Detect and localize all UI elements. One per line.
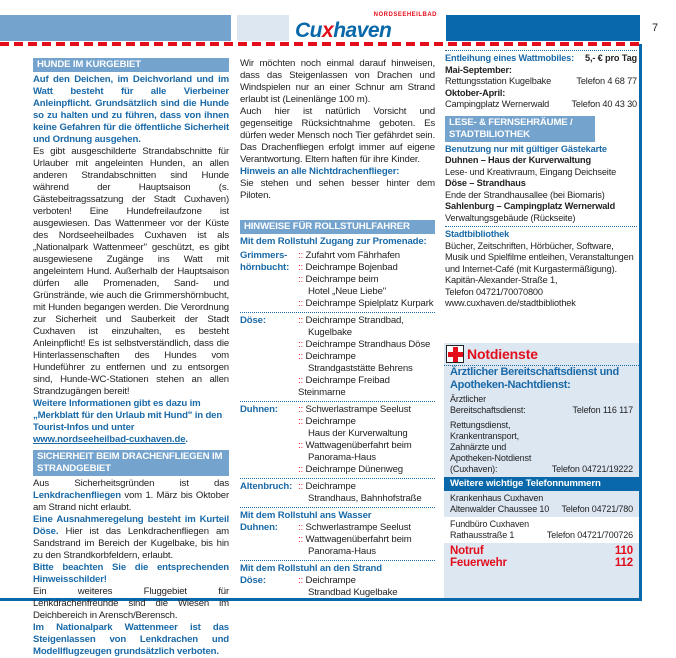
- label: Feuerwehr: [450, 557, 507, 569]
- list-item: :: Deichrampe beim Hotel „Neue Liebe": [298, 274, 435, 298]
- divider: [240, 478, 435, 479]
- list-item: :: Deichrampe Strandbad Kugelbake: [298, 575, 435, 599]
- room-title: Duhnen – Haus der Kurverwaltung: [445, 155, 591, 165]
- paragraph: Sie stehen und sehen besser hinter dem Piloten.: [240, 178, 435, 201]
- section-heading: SICHERHEIT BEIM DRACHENFLIEGEN IM STRANDGEBIET: [33, 450, 229, 476]
- wattmobile-row: [445, 53, 637, 65]
- text: Aus Sicherheitsgründen ist das: [33, 478, 229, 489]
- divider: [445, 50, 637, 51]
- library-desc: Bücher, Zeitschriften, Hörbücher, Software, Musik und Spielfilme entleihen, Veranstaltungen und Internet-Café (mit Kurgastermäßigung).: [445, 240, 634, 274]
- list-item: :: Deichrampe Dünenweg: [298, 464, 435, 476]
- emergency-box: [444, 343, 639, 598]
- library-title: Stadtbibliothek: [445, 229, 510, 239]
- room-desc: Lese- und Kreativraum, Eingang Deichseite: [445, 166, 617, 177]
- location-doese: [240, 315, 435, 399]
- page-number: 7: [652, 22, 658, 34]
- contact-row: [445, 99, 637, 111]
- phone: Telefon 04721/780: [561, 504, 633, 514]
- label: Ärztlicher: [450, 394, 487, 404]
- list-item: :: Deichrampe Strandbad, Kugelbake: [298, 315, 435, 339]
- website-link[interactable]: www.nordseeheilbad-cuxhaven.de: [33, 434, 186, 445]
- location-label: Döse:: [240, 315, 266, 326]
- paragraph: Auf den Deichen, im Deichvorland und im Watt besteht für alle Vierbeiner Anleinpflicht. Grundsätzlich sind die Hunde so zu halten und zu führen, dass von ihnen keine Gefahren für die öffentliche Sicherheit und Ordnung ausgehen.: [33, 74, 229, 145]
- paragraph: Es gibt ausgeschilderte Strandabschnitte für Urlauber mit angeleinten Hunden, an allen anderen Strandabschnitten sind Hunde während der Hauptsaison (s. Gästebeitragssatzung der Stadt Cuxhaven) verboten! Eine Hundefreilaufzone ist ausgewiesen. Das Wattenmeer vor der Küste des Nordseeheilbades Cuxhaven ist als „Nationalpark Wattenmeer" geschützt, es gibt ausgewiesene Zugänge ins Watt mit angeleintem Hund. Außerhalb der Hauptsaison dürfen alle Promenaden, Sand- und Grünstrände, wie auch die Grimmershörnbucht, mit Hunden begangen werden. Die Verordnung zur Sicherheit und Sauberkeit der Stadt Cuxhaven ist einzuhalten, es besteht Anleinpflicht! Es ist selbstverständlich, dass die Hinterlassenschaften des Hundes vom Hundeführer zu entfernen und zu entsorgen sind, Hunde-WC-Stationen stehen an allen Strandzugängen bereit!: [33, 146, 229, 397]
- paragraph: [33, 478, 229, 514]
- logo-text: Cuxhaven: [295, 19, 392, 42]
- list-item: :: Wattwagenüberfahrt beim Panorama-Haus: [298, 440, 435, 464]
- location-altenbruch: [240, 481, 435, 505]
- label: Zahnärzte und: [450, 442, 507, 452]
- title-text: Notdienste: [467, 346, 538, 362]
- section-heading: HUNDE IM KURGEBIET: [33, 58, 229, 72]
- phone-numbers-heading: Weitere wichtige Telefonnummern: [444, 477, 639, 491]
- paragraph: Im Nationalpark Wattenmeer ist das Steigenlassen von Lenkdrachen und Modellflugzeugen grundsätzlich verboten.: [33, 622, 229, 657]
- list-item: :: Schwerlastrampe Seelust: [298, 522, 435, 534]
- divider: [240, 507, 435, 508]
- list-item: :: Zufahrt vom Fährhafen: [298, 250, 435, 262]
- subheading: Mit dem Rollstuhl ans Wasser: [240, 510, 372, 521]
- contact-row: [445, 76, 637, 88]
- list-item: :: Deichrampe Bojenbad: [298, 262, 435, 274]
- location-label: Grimmers-hörnbucht:: [240, 250, 290, 273]
- section-heading: LESE- & FERNSEHRÄUME / STADTBILIOTHEK: [445, 116, 595, 142]
- section-heading: HINWEISE FÜR ROLLSTUHLFAHRER: [240, 220, 435, 234]
- list-item: :: Deichrampe Haus der Kurverwaltung: [298, 416, 435, 440]
- season-label: Oktober-April:: [445, 87, 506, 98]
- location-duhnen-water: [240, 522, 435, 558]
- place: Campingplatz Wernerwald: [445, 99, 550, 109]
- divider: [240, 560, 435, 561]
- location-label: Döse:: [240, 575, 266, 586]
- paragraph: Wir möchten noch einmal darauf hinweisen, dass das Steigenlassen von Drachen und Windspielen nur an einer Schnur am Strand erlaubt ist (Leinenlänge 100 m).: [240, 58, 435, 105]
- divider: [445, 226, 637, 227]
- label: Krankenhaus Cuxhaven: [450, 493, 544, 503]
- phone: Telefon 04721/700726: [546, 530, 633, 540]
- doctor-service: [444, 392, 639, 418]
- label: Rettungsdienst,: [450, 420, 511, 430]
- address: Rathausstraße 1: [450, 530, 515, 540]
- paragraph: Hinweis an alle Nichtdrachenflieger:: [240, 166, 400, 177]
- middle-column: [240, 58, 435, 599]
- paragraph: Ein weiteres Fluggebiet für Lenkdrachenfreunde sind die Wiesen im Deichbereich in Arensch/Berensch.: [33, 586, 229, 621]
- label: Entleihung eines Wattmobiles:: [445, 53, 575, 63]
- paragraph: Bitte beachten Sie die entsprechenden Hinweisschilder!: [33, 562, 229, 585]
- red-dashed-divider: [0, 42, 640, 46]
- list-item: :: Deichrampe Strandhaus, Bahnhofstraße: [298, 481, 435, 505]
- label: Bereitschaftsdienst:: [450, 405, 526, 415]
- text: Hier ist das Lenkdrachenfliegen am Sandstrand im Bereich der Kugelbake, bis hin zu den Strandkorbfeldern, erlaubt.: [33, 526, 229, 561]
- library-website[interactable]: www.cuxhaven.de/stadtbibliothek: [445, 298, 576, 308]
- text: Lenkdrachenfliegen: [33, 490, 121, 501]
- list-item: :: Deichrampe Strandhaus Döse: [298, 339, 435, 351]
- divider: [240, 401, 435, 402]
- paragraph: Auch hier ist natürlich Vorsicht und gegenseitige Rücksichtnahme geboten. Es dürfen weder Mensch noch Tier gefährdet sein. Das Drachenfliegen erfolgt immer auf eigene Verantwortung. Eltern haften für ihre Kinder.: [240, 106, 435, 165]
- label: Krankentransport,: [450, 431, 519, 441]
- room-title: Sahlenburg – Campingplatz Wernerwald: [445, 201, 616, 211]
- paragraph: [33, 398, 229, 446]
- header-bar-right: [446, 15, 640, 41]
- paragraph: [33, 514, 229, 562]
- emergency-subheading: Ärztlicher Bereitschaftsdienst und Apotheken-Nachtdienst:: [444, 365, 639, 392]
- right-border: [639, 44, 642, 600]
- label: (Cuxhaven):: [450, 464, 498, 474]
- phone: Telefon 40 43 30: [571, 99, 637, 109]
- library-address: Kapitän-Alexander-Straße 1,: [445, 275, 558, 285]
- room-title: Döse – Strandhaus: [445, 178, 526, 188]
- hospital: [444, 491, 639, 517]
- text: Weitere Informationen gibt es dazu im „Merkblatt für den Urlaub mit Hund" in den Tourist-Infos und unter: [33, 398, 223, 433]
- logo-subtitle: NORDSEEHEILBAD: [373, 12, 437, 18]
- location-doese-beach: [240, 575, 435, 599]
- phone: Telefon 04721/19222: [551, 464, 633, 474]
- right-column: [445, 50, 637, 310]
- list-item: :: Schwerlastrampe Seelust: [298, 404, 435, 416]
- location-label: Duhnen:: [240, 404, 278, 415]
- subheading: Benutzung nur mit gültiger Gästekarte: [445, 143, 607, 154]
- cuxhaven-logo: [293, 12, 443, 42]
- location-grimmershoernbucht: [240, 250, 435, 310]
- lost-and-found: [444, 517, 639, 543]
- subheading: Mit dem Rollstuhl Zugang zur Promenade:: [240, 236, 427, 247]
- address: Altenwalder Chaussee 10: [450, 504, 550, 514]
- text: vom 1. März bis Oktober am Strand nicht erlaubt.: [33, 490, 229, 513]
- text: .: [185, 434, 188, 445]
- emergency-title: [444, 343, 639, 365]
- rescue-service: [444, 418, 639, 477]
- left-column: [33, 58, 229, 658]
- season-label: Mai-September:: [445, 64, 512, 75]
- divider: [240, 312, 435, 313]
- place: Rettungsstation Kugelbake: [445, 76, 552, 86]
- label: Fundbüro Cuxhaven: [450, 519, 530, 529]
- location-label: Duhnen:: [240, 522, 278, 533]
- library-phone: Telefon 04721/70070800: [445, 286, 543, 297]
- list-item: :: Deichrampe Freibad Steinmarne: [298, 375, 435, 399]
- text: Eine Ausnahmeregelung besteht im Kurteil Döse.: [33, 514, 229, 537]
- room-desc: Ende der Strandhausallee (bei Biomaris): [445, 189, 605, 200]
- location-duhnen: [240, 404, 435, 476]
- emergency-numbers: [444, 543, 639, 571]
- phone: 112: [614, 557, 633, 569]
- subheading: Mit dem Rollstuhl an den Strand: [240, 563, 382, 574]
- label: Apotheken-Notdienst: [450, 453, 532, 463]
- list-item: :: Wattwagenüberfahrt beim Panorama-Haus: [298, 534, 435, 558]
- header-bar-left: [0, 15, 231, 41]
- header-bar-square: [237, 15, 289, 41]
- red-cross-icon: [446, 345, 464, 363]
- location-label: Altenbruch:: [240, 481, 293, 492]
- phone: Telefon 4 68 77: [576, 76, 637, 86]
- phone: 110: [614, 545, 633, 557]
- phone: Telefon 116 117: [572, 405, 633, 415]
- list-item: :: Deichrampe Strandgaststätte Behrens: [298, 351, 435, 375]
- label: Notruf: [450, 545, 484, 557]
- room-desc: Verwaltungsgebäude (Rückseite): [445, 212, 576, 223]
- price: 5,- € pro Tag: [585, 53, 637, 63]
- list-item: :: Deichrampe Spielplatz Kurpark: [298, 298, 435, 310]
